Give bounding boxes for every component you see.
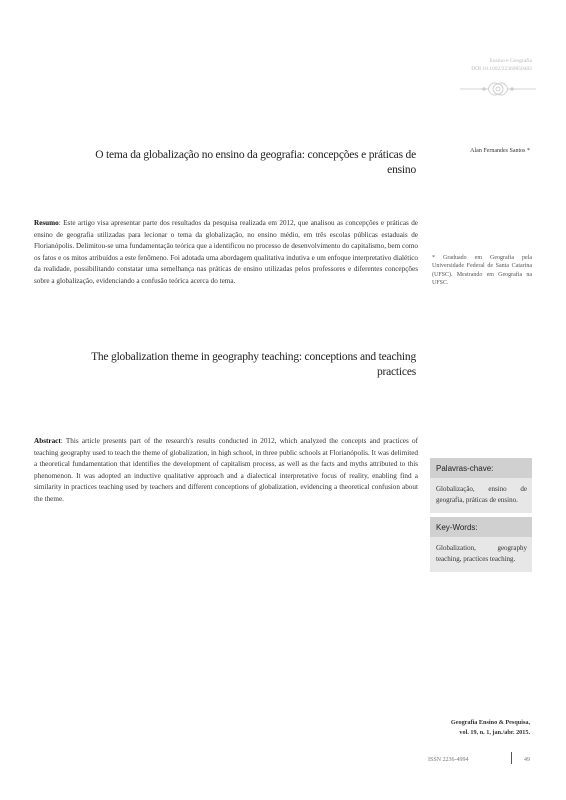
resumo-paragraph [34,218,418,288]
resumo-label: Resumo [34,219,59,227]
keywords-en-box [430,517,532,572]
journal-header-issn: DOI 10.1002/22369850402 [471,66,532,72]
footer-separator [511,752,512,764]
author-name: Alan Fernandes Santos * [470,148,530,154]
article-title-portuguese: O tema da globalização no ensino da geografia: concepções e práticas de ensino [95,149,416,176]
abstract-text: : This article presents part of the research's results conducted in 2012, which analyzed the concepts and practices of teaching geography used to teach the theme of globalization, in high school, in three public schools at Florianópolis. It was delimited a theoretical fundamentation that identifies the development of capitalism process, as well as the facts and myths attributed to this phenomenon. It was adopted an inductive qualitative approach and a dialectical interpretative focus of reality, enabling find a similarity in practices teaching used by teachers and different conceptions of globalization, evidencing a theoretical confusion about the theme. [34,437,418,503]
footer-journal-line2: vol. 19, n. 1, jan./abr. 2015. [459,729,530,736]
footer-issn: ISSN 2236-4994 [428,757,469,763]
footer-journal-citation [380,718,530,738]
journal-header-name: Ensino e Geografia [489,58,532,64]
author-footnote: * Graduado em Geografia pela Universidade Federal de Santa Catarina (UFSC). Mestrando em Geografia na UFSC. [432,255,532,287]
resumo-text: : Este artigo visa apresentar parte dos resultados da pesquisa realizada em 2012, que analisou as concepções e práticas de ensino de geografia utilizadas para lecionar o tema da globalização, no ensino médio, em três escolas públicas estaduais de Florianópolis. Delimitou-se uma fundamentação teórica que a identificou no processo de desenvolvimento do capitalismo, bem como os fatos e os mitos atribuídos a este fenômeno. Foi adotada uma abordagem qualitativa indutiva e um enfoque interpretativo dialético da realidade, possibilitando constatar uma semelhança nas práticas de ensino utilizadas pelos professores e diferentes concepções sobre a globalização, evidenciando a confusão teórica acerca do tema. [34,219,418,285]
keywords-en-text: Globalization, geography teaching, practices teaching. [436,544,527,563]
keywords-pt-box [430,458,532,513]
keywords-pt-text: Globalização, ensino de geografia, práticas de ensino. [436,485,527,504]
article-title-english: The globalization theme in geography teaching: conceptions and teaching practices [91,351,416,378]
abstract-paragraph [34,436,418,506]
footer-journal-line1: Geografia Ensino & Pesquisa, [450,719,530,726]
abstract-label: Abstract [34,437,61,445]
page-number: 49 [524,757,530,763]
keywords-pt-heading: Palavras-chave: [430,458,532,478]
keywords-en-heading: Key-Words: [430,517,532,537]
floral-ornament-icon [460,76,536,102]
